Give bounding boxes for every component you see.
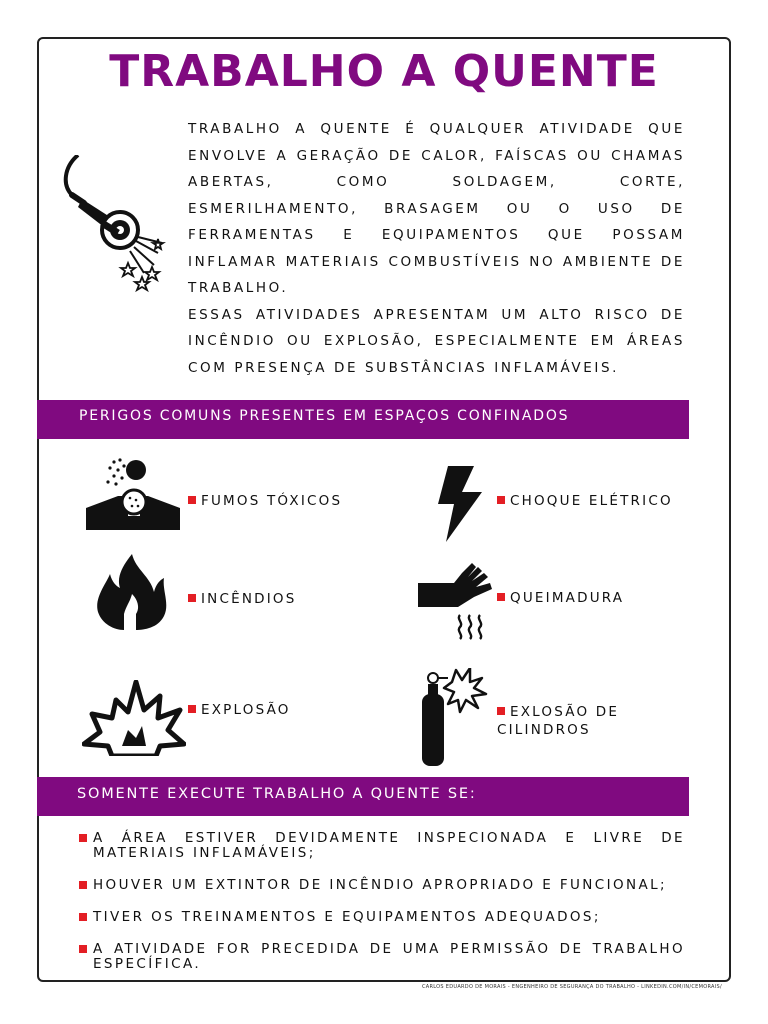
hazard-label-cylinder-explosion: EXLOSÃO DE CILINDROS [497,704,620,738]
conditions-header: SOMENTE EXECUTE TRABALHO A QUENTE SE: [37,777,689,816]
angle-grinder-icon [58,155,170,295]
bullet-square [79,913,87,921]
toxic-fumes-icon [84,456,182,530]
condition-item: TIVER OS TREINAMENTOS E EQUIPAMENTOS ADEQUADOS; [79,910,685,925]
bullet-square [79,881,87,889]
flame-icon [96,554,170,630]
intro-paragraph-2: ESSAS ATIVIDADES APRESENTAM UM ALTO RISCO DE INCÊNDIO OU EXPLOSÃO, ESPECIALMENTE EM ÁREAS COM PRESENÇA DE SUBSTÂNCIAS INFLAMÁVEIS. [188,306,685,376]
condition-item: A ATIVIDADE FOR PRECEDIDA DE UMA PERMISSÃO DE TRABALHO ESPECÍFICA. [79,942,685,972]
author-credit: CARLOS EDUARDO DE MORAIS - ENGENHEIRO DE SEGURANÇA DO TRABALHO - LINKEDIN.COM/IN/CEMORAIS/ [421,984,722,990]
page-title: TRABALHO A QUENTE [109,46,659,97]
hazard-label-electric-shock: CHOQUE ELÉTRICO [497,492,673,510]
bullet-square [79,945,87,953]
hazard-label-burn: QUEIMADURA [497,589,624,607]
hazard-label-fires: INCÊNDIOS [188,590,297,608]
bullet-square [497,593,505,601]
explosion-icon [82,680,186,756]
bullet-square [188,705,196,713]
burned-hand-icon [418,561,498,641]
condition-item: HOUVER UM EXTINTOR DE INCÊNDIO APROPRIADO E FUNCIONAL; [79,878,685,893]
gas-cylinder-explosion-icon [418,668,488,768]
bullet-square [497,707,505,715]
intro-text [188,116,685,381]
intro-paragraph-1: TRABALHO A QUENTE É QUALQUER ATIVIDADE QUE ENVOLVE A GERAÇÃO DE CALOR, FAÍSCAS OU CHAMAS ABERTAS, COMO SOLDAGEM, CORTE, ESMERILHAMENTO, BRASAGEM OU O USO DE FERRAMENTAS E EQUIPAMENTOS QUE POSSAM INFLAMAR MATERIAIS COMBUSTÍVEIS NO AMBIENTE DE TRABALHO. [188,121,685,296]
hazards-header: PERIGOS COMUNS PRESENTES EM ESPAÇOS CONFINADOS [37,400,689,439]
bullet-square [188,594,196,602]
bullet-square [188,496,196,504]
condition-item: A ÁREA ESTIVER DEVIDAMENTE INSPECIONADA E LIVRE DE MATERIAIS INFLAMÁVEIS; [79,831,685,861]
bullet-square [79,834,87,842]
hazard-label-toxic-fumes: FUMOS TÓXICOS [188,492,342,510]
hazard-label-explosion: EXPLOSÃO [188,701,291,719]
bullet-square [497,496,505,504]
lightning-bolt-icon [434,466,486,542]
